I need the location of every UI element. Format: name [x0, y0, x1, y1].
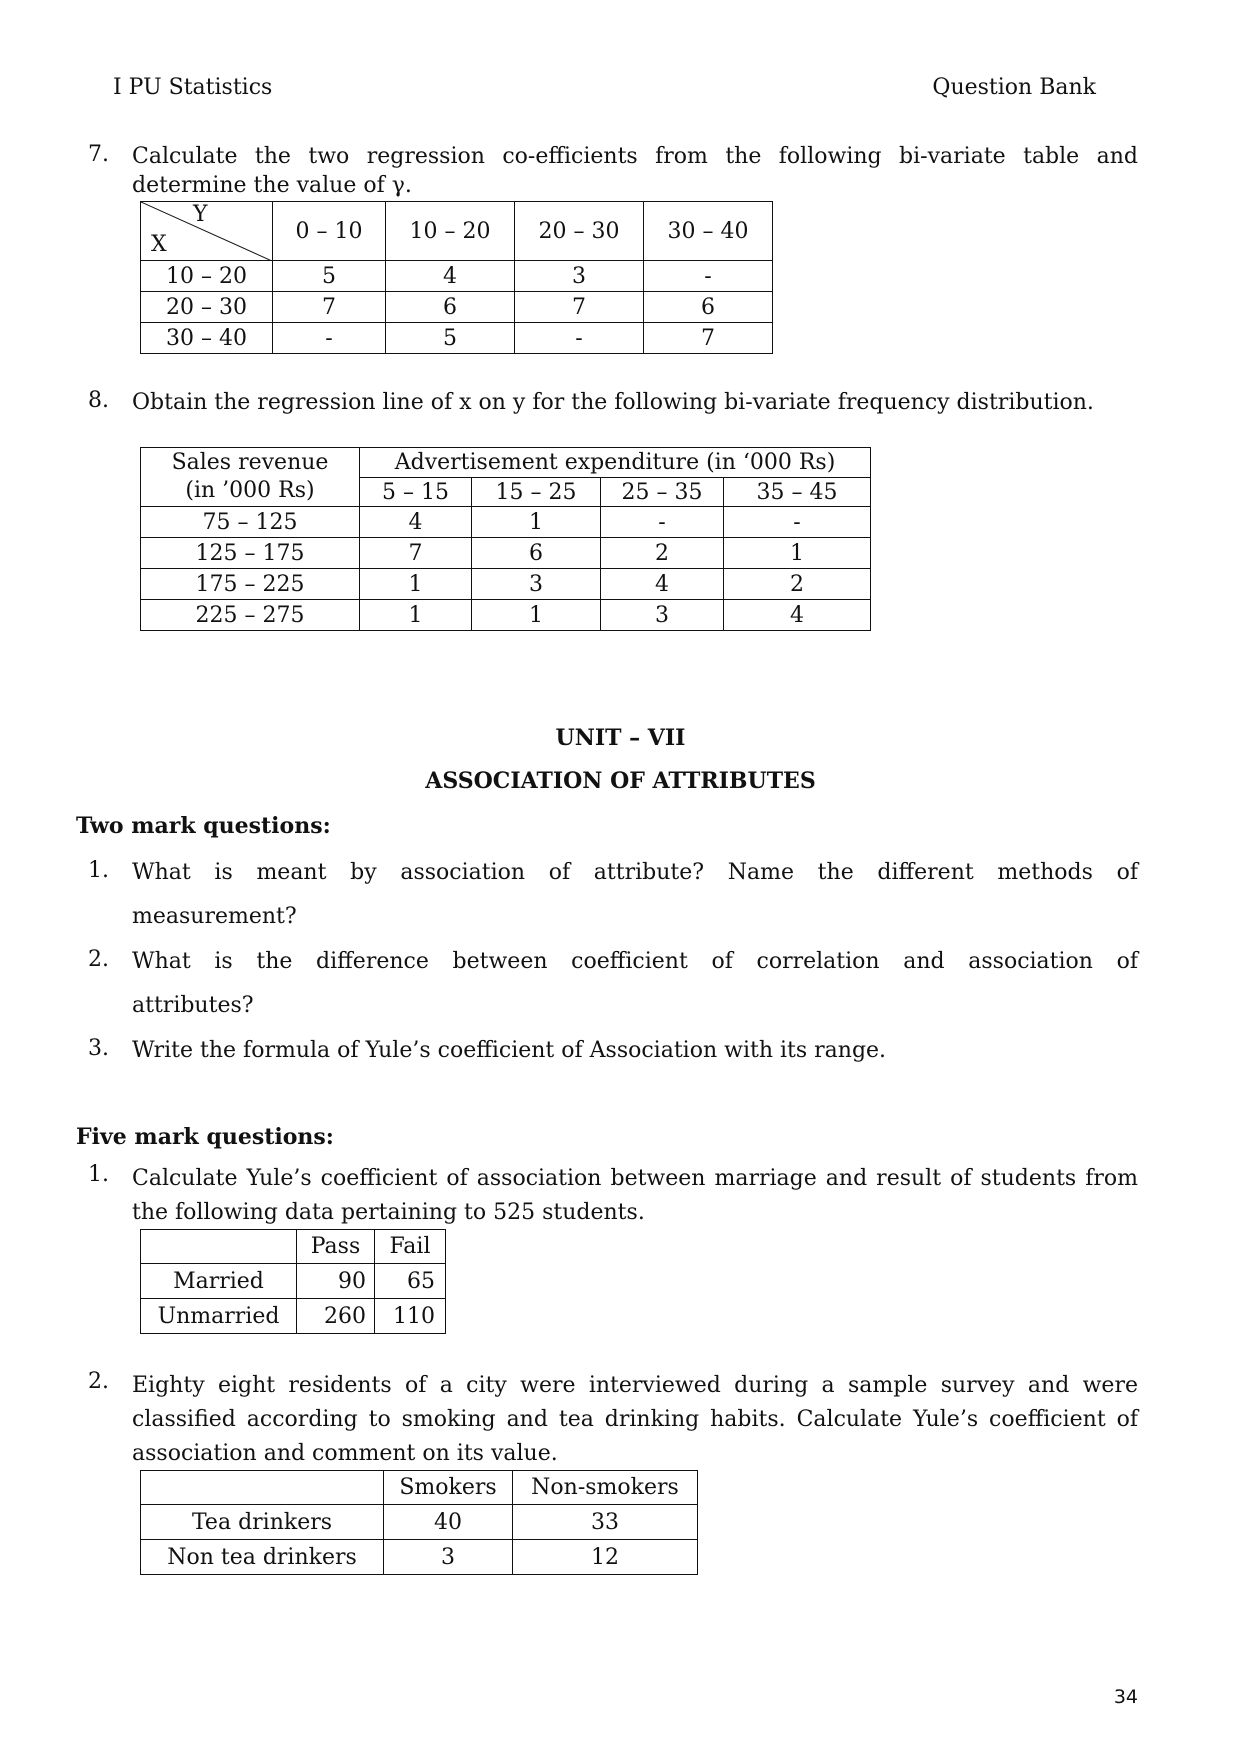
- q7-text: Calculate the two regression co-efficients from the following bi-variate table and determine the value of γ.: [132, 144, 1138, 198]
- table-cell: [141, 1230, 297, 1264]
- table-cell: 3: [515, 261, 644, 292]
- table-col-header: Fail: [375, 1230, 446, 1264]
- q7-col-header: 20 – 30: [515, 202, 644, 261]
- table-row: [141, 292, 773, 323]
- table-cell: 7: [515, 292, 644, 323]
- header-left: I PU Statistics: [113, 75, 273, 100]
- table-cell: 5: [386, 323, 515, 354]
- two-mark-q1-line2: measurement?: [132, 904, 297, 929]
- q8-row-header-line2: (in ’000 Rs): [185, 478, 315, 503]
- table-cell: 30 – 40: [141, 323, 273, 354]
- table-cell: 6: [386, 292, 515, 323]
- table-row: [141, 1264, 446, 1299]
- table-cell: 125 – 175: [141, 538, 360, 569]
- table-row: [141, 507, 871, 538]
- two-mark-q2-line1: What is the difference between coefficient of correlation and association of: [132, 949, 1138, 974]
- table-cell: Unmarried: [141, 1299, 297, 1334]
- table-col-header: Pass: [297, 1230, 375, 1264]
- table-row: [141, 538, 871, 569]
- table-cell: 10 – 20: [141, 261, 273, 292]
- q8-row-header-line1: Sales revenue: [171, 450, 329, 475]
- table-cell: 4: [724, 600, 871, 631]
- table-cell: 3: [601, 600, 724, 631]
- five-mark-q2-number: 2.: [88, 1369, 109, 1394]
- table-cell: 12: [513, 1540, 698, 1575]
- table-cell: 1: [360, 600, 472, 631]
- q8-number: 8.: [88, 388, 109, 413]
- table-cell: 7: [644, 323, 773, 354]
- q7-corner-y: Y: [193, 202, 208, 227]
- table-cell: 2: [601, 538, 724, 569]
- marriage-result-table: [140, 1229, 446, 1334]
- table-row: [141, 1299, 446, 1334]
- two-mark-q1-number: 1.: [88, 858, 109, 883]
- table-cell: Married: [141, 1264, 297, 1299]
- table-row: [141, 323, 773, 354]
- table-cell: -: [515, 323, 644, 354]
- table-cell: -: [601, 507, 724, 538]
- two-mark-q3-line1: Write the formula of Yule’s coefficient of Association with its range.: [132, 1038, 887, 1063]
- table-row: [141, 600, 871, 631]
- table-cell: 6: [472, 538, 601, 569]
- five-mark-q1-text: Calculate Yule’s coefficient of association between marriage and result of students from the following data pertaining to 525 students.: [132, 1166, 1138, 1225]
- table-cell: 4: [601, 569, 724, 600]
- table-cell: 33: [513, 1505, 698, 1540]
- table-cell: 1: [360, 569, 472, 600]
- table-cell: 4: [360, 507, 472, 538]
- table-cell: 7: [273, 292, 386, 323]
- table-cell: [141, 1471, 384, 1505]
- q8-col-group-header: Advertisement expenditure (in ‘000 Rs): [360, 448, 871, 478]
- table-cell: 3: [472, 569, 601, 600]
- table-cell: 40: [384, 1505, 513, 1540]
- unit-subtitle: ASSOCIATION OF ATTRIBUTES: [425, 768, 816, 794]
- five-mark-q2-text: Eighty eight residents of a city were interviewed during a sample survey and were classified according to smoking and tea drinking habits. Calculate Yule’s coefficient of association and comment on its value.: [132, 1373, 1138, 1466]
- table-cell: 75 – 125: [141, 507, 360, 538]
- table-row: [141, 261, 773, 292]
- table-cell: 90: [297, 1264, 375, 1299]
- table-cell: -: [644, 261, 773, 292]
- q8-col-header: 15 – 25: [472, 478, 601, 507]
- q8-col-header: 35 – 45: [724, 478, 871, 507]
- header-right: Question Bank: [932, 75, 1096, 100]
- q7-corner-x: X: [151, 232, 167, 257]
- table-cell: 6: [644, 292, 773, 323]
- two-mark-q2-number: 2.: [88, 947, 109, 972]
- q7-corner-cell: [141, 202, 273, 261]
- table-cell: 1: [472, 507, 601, 538]
- table-cell: 5: [273, 261, 386, 292]
- five-mark-heading: Five mark questions:: [76, 1124, 334, 1150]
- q7-col-header: 10 – 20: [386, 202, 515, 261]
- q8-row-header: [141, 448, 360, 507]
- table-cell: 65: [375, 1264, 446, 1299]
- table-cell: 260: [297, 1299, 375, 1334]
- table-col-header: Smokers: [384, 1471, 513, 1505]
- q8-col-header: 5 – 15: [360, 478, 472, 507]
- table-cell: -: [724, 507, 871, 538]
- unit-title: UNIT – VII: [555, 725, 686, 751]
- table-cell: 1: [472, 600, 601, 631]
- q7-col-header: 0 – 10: [273, 202, 386, 261]
- table-col-header: Non-smokers: [513, 1471, 698, 1505]
- table-cell: 225 – 275: [141, 600, 360, 631]
- table-cell: 4: [386, 261, 515, 292]
- smoking-tea-table: [140, 1470, 698, 1575]
- table-cell: 175 – 225: [141, 569, 360, 600]
- table-cell: 2: [724, 569, 871, 600]
- two-mark-q3-number: 3.: [88, 1036, 109, 1061]
- q7-col-header: 30 – 40: [644, 202, 773, 261]
- table-cell: Non tea drinkers: [141, 1540, 384, 1575]
- table-row: [141, 1540, 698, 1575]
- q8-col-header: 25 – 35: [601, 478, 724, 507]
- table-cell: 1: [724, 538, 871, 569]
- two-mark-q2-line2: attributes?: [132, 993, 254, 1018]
- q8-text: Obtain the regression line of x on y for the following bi-variate frequency distribution.: [132, 390, 1094, 415]
- five-mark-q1-number: 1.: [88, 1162, 109, 1187]
- table-row: [141, 1505, 698, 1540]
- table-cell: 110: [375, 1299, 446, 1334]
- table-row: [141, 569, 871, 600]
- table-cell: 20 – 30: [141, 292, 273, 323]
- table-cell: 3: [384, 1540, 513, 1575]
- q8-table: [140, 447, 871, 631]
- q7-table: [140, 201, 773, 354]
- table-cell: 7: [360, 538, 472, 569]
- two-mark-q1-line1: What is meant by association of attribute? Name the different methods of: [132, 860, 1138, 885]
- two-mark-heading: Two mark questions:: [76, 813, 331, 839]
- q7-number: 7.: [88, 142, 109, 167]
- table-cell: -: [273, 323, 386, 354]
- page-number: 34: [1113, 1686, 1138, 1708]
- table-cell: Tea drinkers: [141, 1505, 384, 1540]
